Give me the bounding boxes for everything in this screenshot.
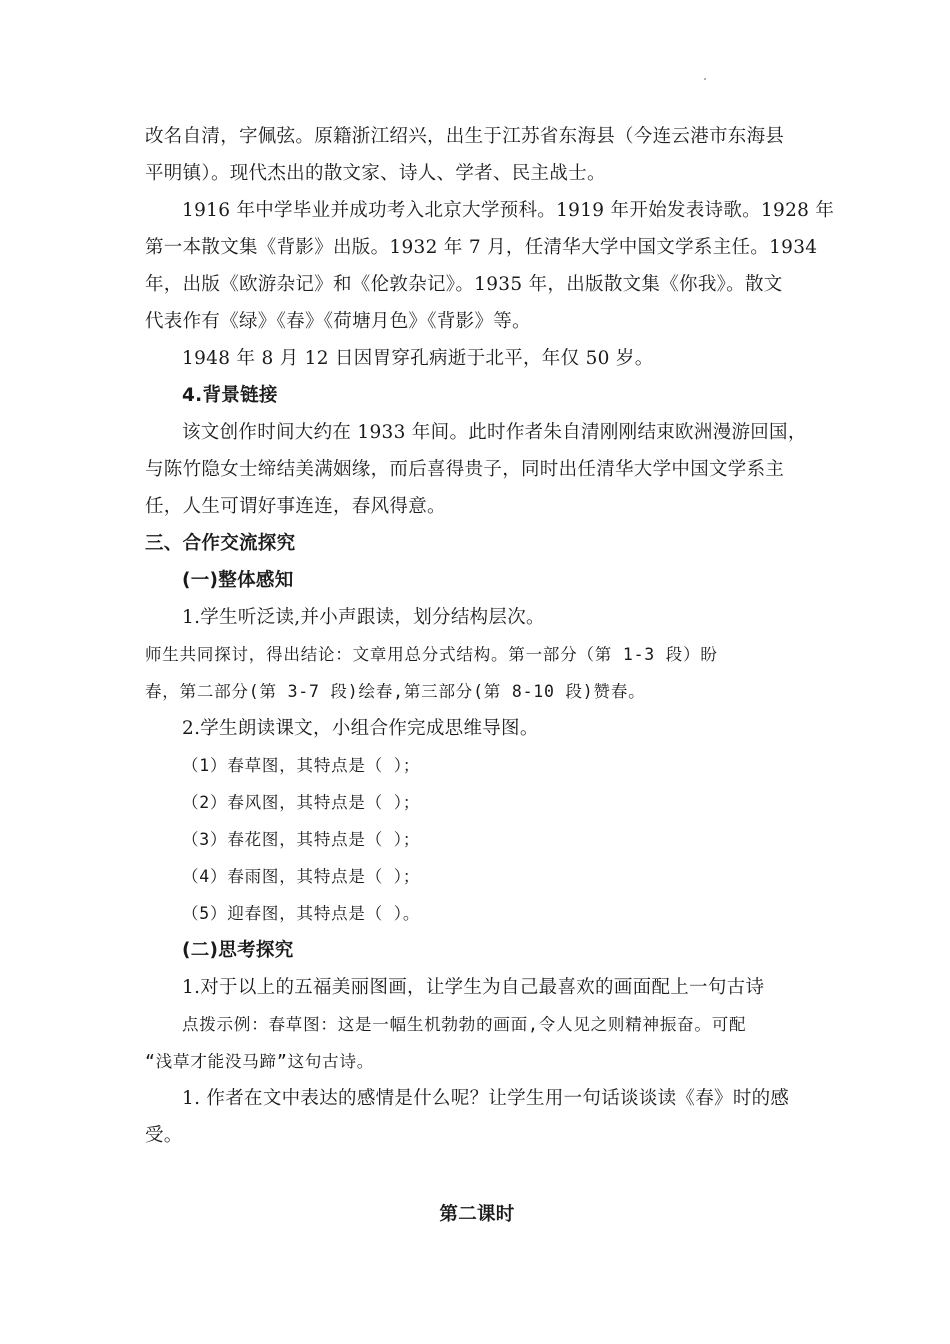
think-task-2-line-1: 1. 作者在文中表达的感情是什么呢？让学生用一句话谈谈读《春》时的感	[182, 1088, 790, 1109]
document-body	[145, 118, 835, 1233]
example-line-1: 点拨示例：春草图：这是一幅生机勃勃的画面,令人见之则精神振奋。可配	[182, 1015, 747, 1034]
list-item: （3）春花图，其特点是（ ）；	[182, 830, 421, 849]
list-item: （2）春风图，其特点是（ ）；	[182, 793, 421, 812]
career-line-4: 代表作有《绿》《春》《荷塘月色》《背影》等。	[145, 311, 531, 332]
task-1: 1.学生听泛读,并小声跟读，划分结构层次。	[182, 607, 545, 628]
conclusion-line-2: 春，第二部分(第 3-7 段)绘春,第三部分(第 8-10 段)赞春。	[145, 682, 646, 701]
conclusion-line-1: 师生共同探讨，得出结论：文章用总分式结构。第一部分（第 1-3 段）盼	[145, 645, 718, 664]
subheading-overall: (一)整体感知	[182, 570, 294, 591]
background-heading: 4.背景链接	[182, 385, 278, 406]
section-heading-3: 三、合作交流探究	[145, 533, 296, 554]
page-mark	[704, 78, 706, 80]
background-line-1: 该文创作时间大约在 1933 年间。此时作者朱自清刚刚结束欧洲漫游回国，	[182, 422, 807, 443]
bio-line-2: 平明镇）。现代杰出的散文家、诗人、学者、民主战士。	[145, 163, 606, 184]
lesson-two-title: 第二课时	[439, 1204, 515, 1225]
think-task-1: 1.对于以上的五福美丽图画，让学生为自己最喜欢的画面配上一句古诗	[182, 977, 765, 998]
background-line-2: 与陈竹隐女士缔结美满姻缘，而后喜得贵子，同时出任清华大学中国文学系主	[145, 459, 785, 480]
background-line-3: 任，人生可谓好事连连，春风得意。	[145, 496, 446, 517]
list-item: （5）迎春图，其特点是（ ）。	[182, 904, 421, 923]
list-item: （4）春雨图，其特点是（ ）；	[182, 867, 421, 886]
career-line-2: 第一本散文集《背影》出版。1932 年 7 月，任清华大学中国文学系主任。1934	[145, 237, 818, 258]
subheading-thinking: (二)思考探究	[182, 940, 294, 961]
task-2: 2.学生朗读课文，小组合作完成思维导图。	[182, 718, 539, 739]
list-item: （1）春草图，其特点是（ ）；	[182, 756, 421, 775]
death-line: 1948 年 8 月 12 日因胃穿孔病逝于北平，年仅 50 岁。	[182, 348, 654, 369]
think-task-2-line-2: 受。	[145, 1125, 183, 1146]
example-line-2: “浅草才能没马蹄”这句古诗。	[145, 1052, 375, 1071]
bio-line-1: 改名自清，字佩弦。原籍浙江绍兴，出生于江苏省东海县（今连云港市东海县	[145, 126, 785, 147]
career-line-1: 1916 年中学毕业并成功考入北京大学预科。1919 年开始发表诗歌。1928 年	[182, 200, 835, 221]
career-line-3: 年，出版《欧游杂记》和《伦敦杂记》。1935 年，出版散文集《你我》。散文	[145, 274, 783, 295]
